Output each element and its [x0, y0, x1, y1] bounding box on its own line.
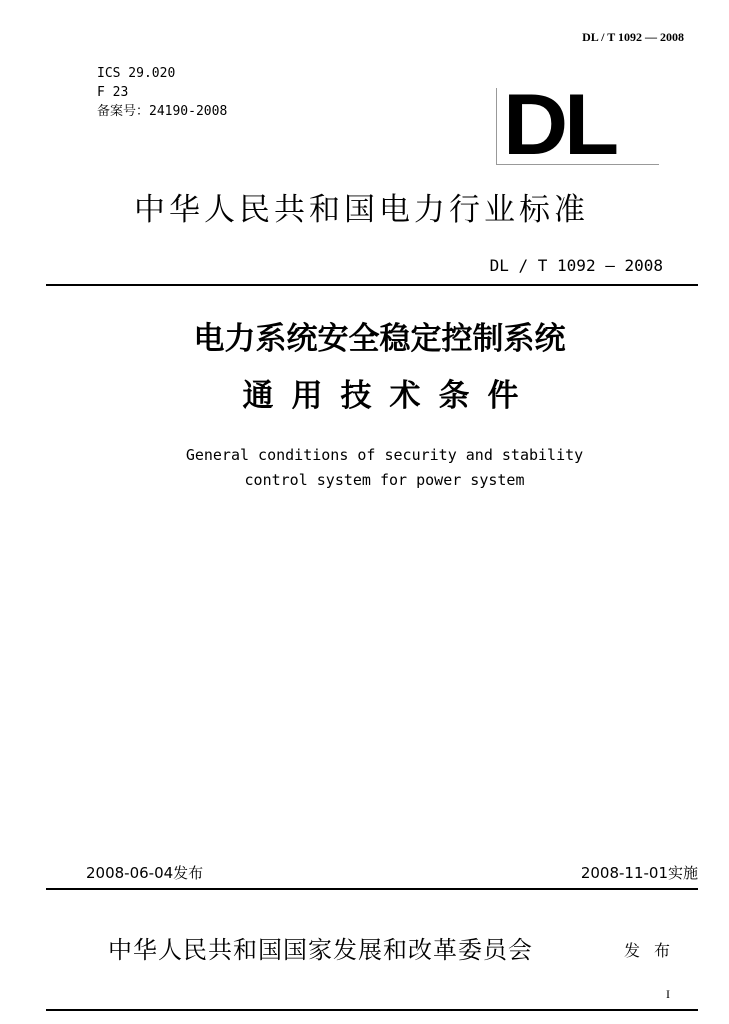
title-en-line2: control system for power system [244, 471, 525, 489]
bottom-divider-upper [46, 888, 698, 890]
standard-code-top: DL / T 1092 — 2008 [582, 30, 684, 44]
title-en-line1: General conditions of security and stability [185, 446, 584, 464]
top-divider [46, 284, 698, 286]
page-number: I [666, 987, 670, 1001]
publish-label: 发布 [624, 941, 685, 960]
standard-code: DL / T 1092 — 2008 [489, 256, 663, 275]
implementation-date: 2008-11-01实施 [580, 864, 698, 882]
bottom-divider-lower [46, 1009, 698, 1011]
publisher-name: 中华人民共和国国家发展和改革委员会 [108, 936, 533, 964]
title-cn-line1: 电力系统安全稳定控制系统 [193, 321, 566, 357]
ics-code: ICS 29.020 [97, 66, 176, 81]
metadata-block [97, 64, 227, 121]
organization-title: 中华人民共和国电力行业标准 [134, 192, 589, 228]
title-cn-line2: 通用技术条件 [242, 378, 537, 414]
filing-number: 备案号：24190-2008 [97, 104, 228, 119]
issue-date: 2008-06-04发布 [86, 864, 204, 882]
ccs-code: F 23 [97, 85, 129, 100]
dl-logo: DL [503, 77, 615, 173]
